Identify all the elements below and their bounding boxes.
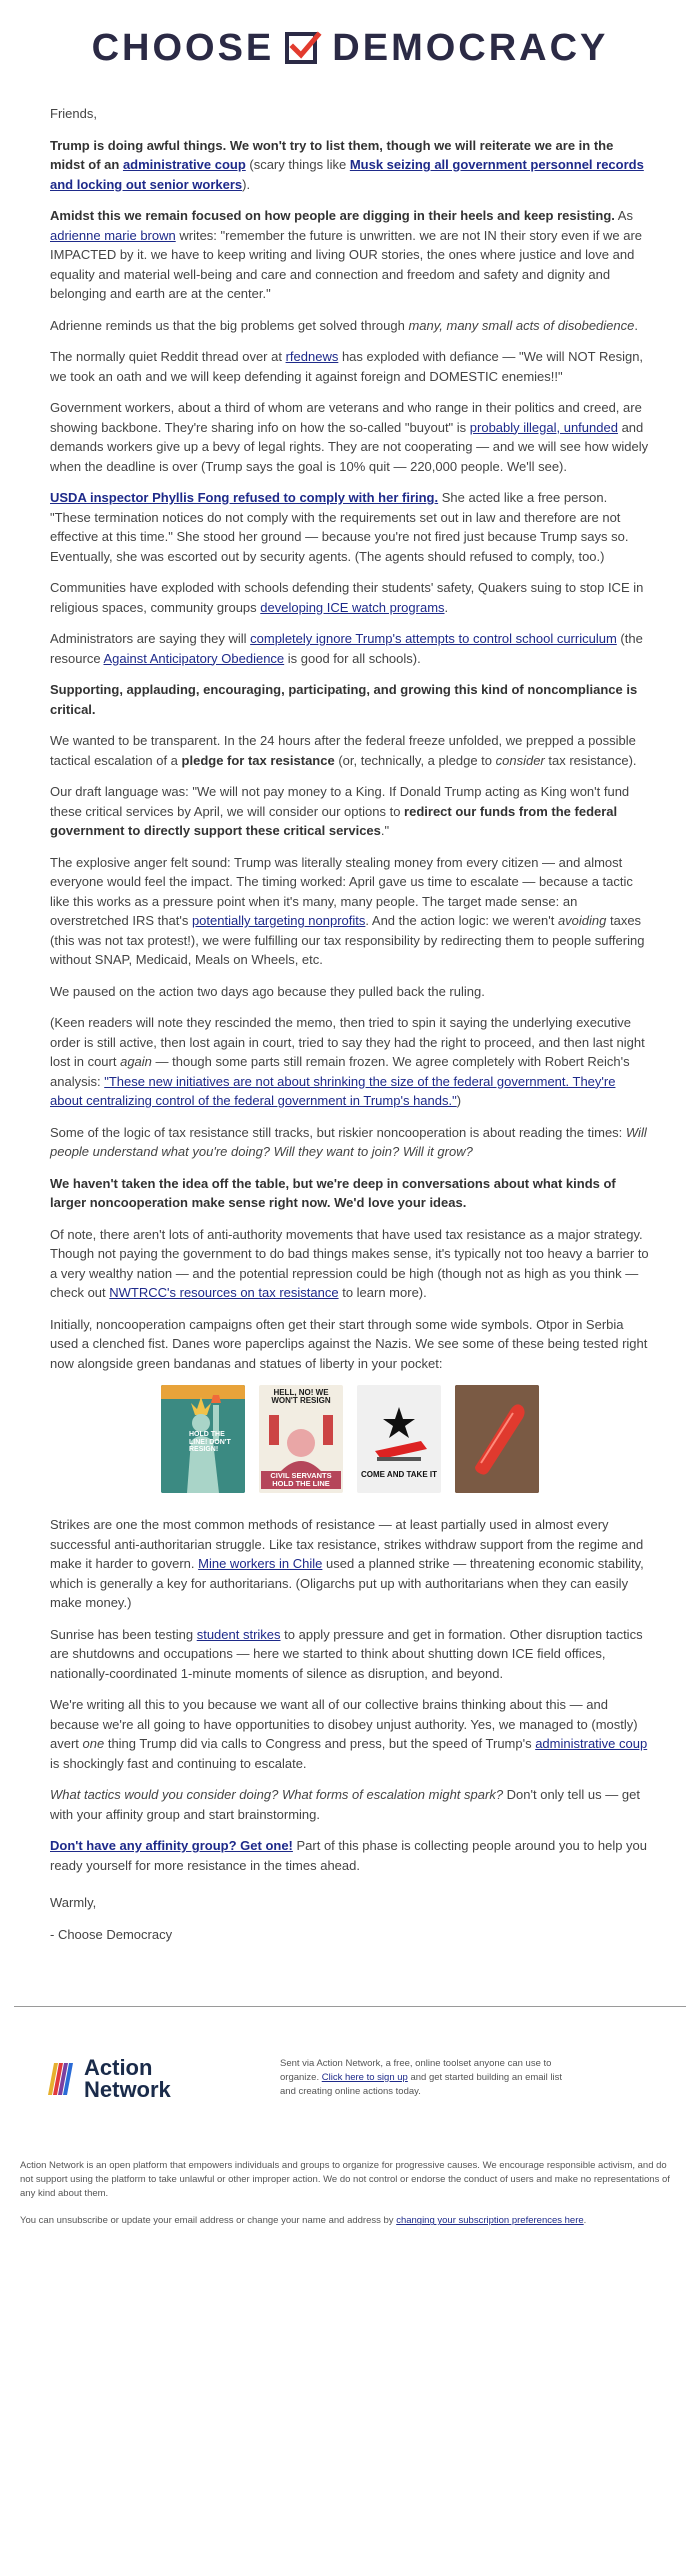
- link-get-affinity-group[interactable]: Don't have any affinity group? Get one!: [50, 1838, 293, 1853]
- choose-democracy-logo[interactable]: [0, 0, 700, 90]
- action-network-wordmark: Action Network: [84, 2055, 171, 2102]
- link-administrative-coup-2[interactable]: administrative coup: [535, 1736, 648, 1751]
- image-caption-hold-the-line: HOLD THE LINE! DON'T RESIGN!: [189, 1431, 231, 1454]
- link-mine-workers-chile[interactable]: Mine workers in Chile: [198, 1556, 323, 1571]
- paragraph-reddit: The normally quiet Reddit thread over at rfednews has exploded with defiance — "We will NOT Resign, we took an oath and we will keep defending it against foreign and DOMESTIC enemies!!": [50, 349, 644, 384]
- link-subscription-preferences[interactable]: changing your subscription preferences here: [396, 2215, 584, 2227]
- paragraph-writing: We're writing all this to you because we want all of our collective brains thinking about this — and because we're all going to have opportunities to disobey unjust authority. Yes, we managed to (mostly) avert one thing Trump did via calls to Congress and press, but the speed of Trump's administrative coup is shockingly fast and continuing to escalate.: [50, 1697, 648, 1771]
- paragraph-of-note: Of note, there aren't lots of anti-authority movements that have used tax resistance as a major strategy. Though not paying the government to do bad things makes sense, it's typically not too heavy a barrier to a very wealthy nation — and the potential repression could be high (though not as high as you think — check out NWTRCC's resources on tax resistance to learn more).: [50, 1226, 649, 1300]
- paragraph-administrators: Administrators are saying they will completely ignore Trump's attempts to control school curriculum (the resource Against Anticipatory Obedience is good for all schools).: [50, 631, 643, 666]
- disclaimer: Action Network is an open platform that empowers individuals and groups to organize for progressive causes. We encourage responsible activism, and do not support using the platform to take unlawful or other improper action. We do not control or endorse the conduct of users and make no representations of any kind about them.: [20, 2160, 670, 2199]
- paragraph-paused: We paused on the action two days ago because they pulled back the ruling.: [50, 983, 485, 999]
- paragraph-phyllis-fong: USDA inspector Phyllis Fong refused to comply with her firing. She acted like a free person. "These termination notices do not comply with the requirements set out in law and therefore are not effective at this time." She stood her ground — because you're not fired just because Trump says so. Eventually, she was escorted out by security agents. (The agents should refused to comply, too.): [50, 490, 629, 564]
- paragraph-tactics: What tactics would you consider doing? What forms of escalation might spark? Don't only tell us — get with your affinity group and start brainstorming.: [50, 1787, 640, 1822]
- link-anticipatory-obedience[interactable]: Against Anticipatory Obedience: [103, 650, 285, 666]
- link-sign-up[interactable]: Click here to sign up: [321, 2071, 408, 2083]
- action-network-footer: [0, 2007, 700, 2101]
- footer-fine-print: [0, 2159, 700, 2228]
- paragraph-explosive-anger: The explosive anger felt sound: Trump was literally stealing money from every citizen — and almost everyone would feel the impact. The timing worked: April gave us time to escalate — because a tactic like this works as a pressure point when it's many, many people. The target made sense: an overstretched IRS that's potentially targeting nonprofits. And the action logic: we weren't avoiding taxes (this was not tax protest!), we were fulfilling our tax responsibility by redirecting them to people suffering without SNAP, Medicaid, Meals on Wheels, etc.: [50, 854, 645, 967]
- link-targeting-nonprofits[interactable]: potentially targeting nonprofits: [191, 913, 366, 928]
- link-usda-inspector[interactable]: USDA inspector Phyllis Fong refused to comply with her firing.: [50, 490, 439, 505]
- paragraph-transparent: We wanted to be transparent. In the 24 hours after the federal freeze unfolded, we prepped a possible tactical escalation of a pledge for tax resistance (or, technically, a pledge to consider tax resistance).: [50, 733, 637, 768]
- paragraph-supporting: Supporting, applauding, encouraging, participating, and growing this kind of noncompliance is critical.: [50, 682, 638, 717]
- image-caption-civil-servants: CIVIL SERVANTS HOLD THE LINE: [261, 1471, 341, 1490]
- logo-word-choose: CHOOSE: [91, 26, 275, 69]
- paragraph-resisting: Amidst this we remain focused on how people are digging in their heels and keep resisting. As adrienne marie brown writes: "remember the future is unwritten. we are not IN their story even if we are IMPACTED by it. we have to keep writing and living OUR stories, the ones where justice and love and equality and material well-being and care and connection and freedom and safety and dignity and belonging and earth are at the center.": [50, 208, 643, 301]
- paragraph-logic: Some of the logic of tax resistance still tracks, but riskier noncooperation is about reading the times: Will people understand what you're doing? Will they want to join? Will it grow?: [50, 1124, 647, 1159]
- paragraph-sunrise: Sunrise has been testing student strikes to apply pressure and get in formation. Other disruption tactics are shutdowns and occupations — here we started to think about shutting down ICE field offices, nationally-coordinated 1-minute moments of silence as disruption, and beyond.: [50, 1626, 643, 1681]
- hell-no-poster-image[interactable]: [259, 1385, 343, 1493]
- action-network-stripes-icon: [40, 2059, 76, 2099]
- greeting: Friends,: [50, 106, 97, 121]
- logo-word-democracy: DEMOCRACY: [332, 26, 609, 69]
- sent-via-text: Sent via Action Network, a free, online toolset anyone can use to organize. Click here to sign up and get started building an email list and creating online actions today.: [280, 2058, 563, 2097]
- link-reich-analysis[interactable]: "These new initiatives are not about shrinking the size of the federal government. They're about centralizing control of the federal government in Trump's hands.": [50, 1073, 616, 1108]
- signoff: Warmly,: [50, 1895, 97, 1910]
- link-administrative-coup[interactable]: administrative coup: [122, 157, 246, 172]
- signature: - Choose Democracy: [50, 1926, 173, 1942]
- paragraph-communities: Communities have exploded with schools defending their students' safety, Quakers suing to stop ICE in religious spaces, community groups developing ICE watch programs.: [50, 580, 644, 615]
- paragraph-strikes: Strikes are one the most common methods of resistance — at least partially used in almost every successful anti-authoritarian struggle. Like tax resistance, strikes withdraw support from the regime and make it harder to govern. Mine workers in Chile used a planned strike — threatening economic stability, which is generally a key for authoritarians. (Oligarchs put up with authoritarians when they can easily make money.): [50, 1517, 644, 1610]
- paragraph-disobedience: Adrienne reminds us that the big problems get solved through many, many small acts of disobedience.: [50, 317, 638, 333]
- checkbox-logo-icon: [284, 29, 322, 67]
- red-paperclip-image[interactable]: [455, 1385, 539, 1493]
- paragraph-affinity-group: Don't have any affinity group? Get one! Part of this phase is collecting people around you to help you ready yourself for more resistance in the times ahead.: [50, 1838, 648, 1873]
- link-student-strikes[interactable]: student strikes: [196, 1626, 281, 1642]
- link-ignore-curriculum[interactable]: completely ignore Trump's attempts to control school curriculum: [250, 631, 617, 646]
- image-caption-hell-no: HELL, NO! WE WON'T RESIGN: [271, 1388, 331, 1406]
- image-caption-come-and-take-it: COME AND TAKE IT: [361, 1470, 437, 1479]
- link-adrienne-marie-brown[interactable]: adrienne marie brown: [50, 227, 176, 243]
- symbol-images-row: [50, 1385, 650, 1493]
- link-probably-illegal[interactable]: probably illegal, unfunded: [469, 419, 618, 435]
- link-musk-seizing[interactable]: Musk seizing all government personnel records and locking out senior workers: [50, 157, 644, 192]
- link-nwtrcc[interactable]: NWTRCC's resources on tax resistance: [109, 1285, 339, 1300]
- link-ice-watch[interactable]: developing ICE watch programs: [260, 599, 445, 615]
- paragraph-intro: Trump is doing awful things. We won't try to list them, though we will reiterate we are in the midst of an administrative coup (scary things like Musk seizing all government personnel records and locking out senior workers).: [50, 137, 644, 192]
- email-body: [0, 90, 700, 1944]
- unsubscribe-text: You can unsubscribe or update your email address or change your name and address by changing your subscription preferences here.: [20, 2215, 587, 2227]
- statue-of-liberty-image[interactable]: [161, 1385, 245, 1493]
- paragraph-ideas: We haven't taken the idea off the table, but we're deep in conversations about what kinds of larger noncooperation make sense right now. We'd love your ideas.: [50, 1175, 616, 1210]
- come-and-take-it-image[interactable]: [357, 1385, 441, 1493]
- link-rfednews[interactable]: rfednews: [285, 349, 339, 364]
- paragraph-symbols: Initially, noncooperation campaigns often get their start through some wide symbols. Otpor in Serbia used a clenched fist. Danes wore paperclips against the Nazis. We see some of these being tested right now alongside green bandanas and statues of liberty in your pocket:: [50, 1316, 648, 1371]
- action-network-logo[interactable]: [40, 2057, 240, 2101]
- paragraph-government-workers: Government workers, about a third of whom are veterans and who range in their politics and creed, are showing backbone. They're sharing info on how the so-called "buyout" is probably illegal, unfunded and demands workers give up a bevy of legal rights. They are not cooperating — and we will see how widely when the deadline is over (Trump says the goal is 10% quit — 220,000 people. We'll see).: [50, 400, 649, 474]
- paragraph-draft-language: Our draft language was: "We will not pay money to a King. If Donald Trump acting as King won't fund these critical services by April, we will consider our options to redirect our funds from the federal government to directly support these critical services.": [50, 784, 630, 838]
- paragraph-keen-readers: (Keen readers will note they rescinded the memo, then tried to spin it saying the underlying executive order is still active, then lost again in court, tried to say they had the right to proceed, and then last night lost in court again — though some parts still remain frozen. We agree completely with Robert Reich's analysis: "These new initiatives are not about shrinking the size of the federal government. They're about centralizing control of the federal government in Trump's hands."): [50, 1015, 645, 1108]
